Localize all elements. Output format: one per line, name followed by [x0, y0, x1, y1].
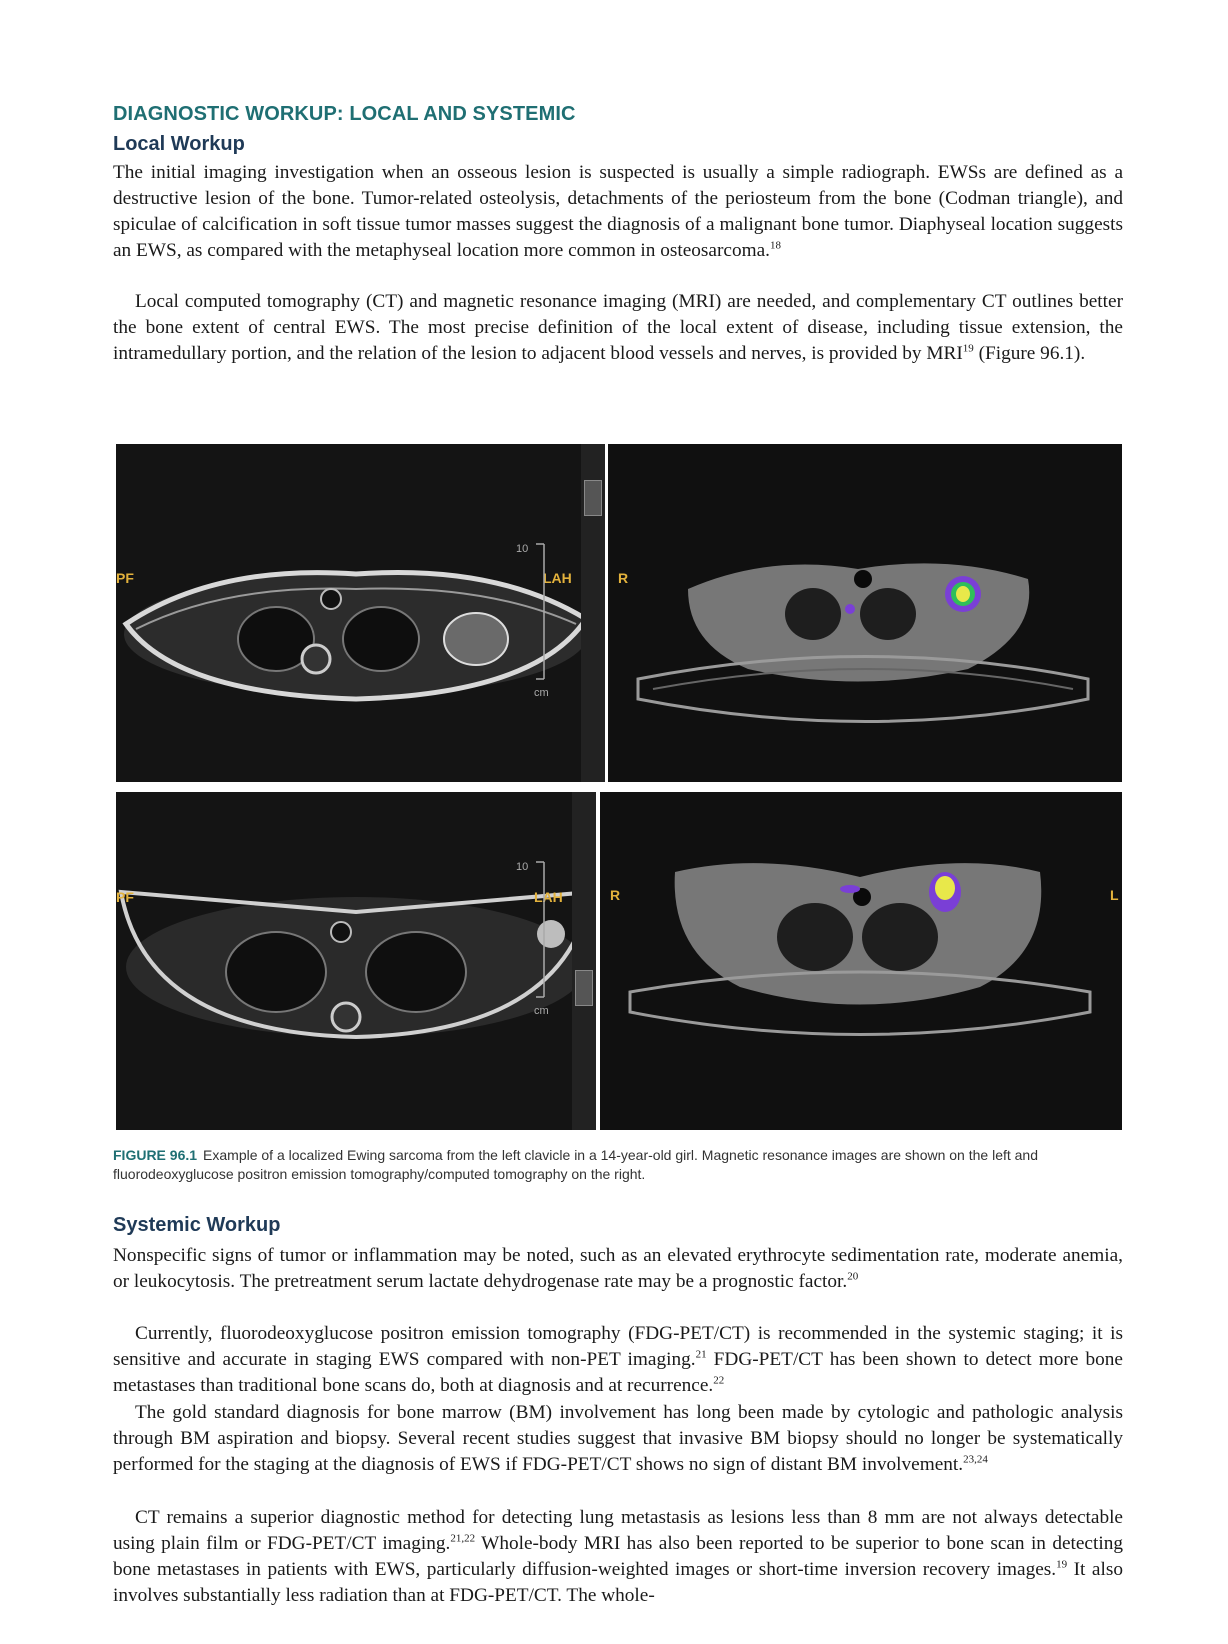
systemic-p1-text: Nonspecific signs of tumor or inflammation may be noted, such as an elevated erythrocyte sedimentation rate, moderate anemia, or leukocytosis. The pretreatment serum lactate dehydrogenase rate may be a prognostic factor.	[113, 1245, 1123, 1292]
ref-19b: 19	[1056, 1558, 1068, 1571]
systemic-paragraph-3	[113, 1400, 1123, 1478]
mri-label-pf-top: PF	[116, 570, 134, 586]
pet-label-r-bottom: R	[610, 887, 621, 903]
systemic-p4-text-b: Whole-body MRI has also been reported to be superior to bone scan in detecting bone metastases in patients with EWS, particularly diffusion-weighted images or short-time inversion recovery images.	[113, 1533, 1123, 1580]
ref-21-22: 21,22	[450, 1532, 476, 1545]
mri-panel-bottom	[116, 792, 596, 1130]
pet-label-l-bottom: L	[1110, 887, 1119, 903]
scale-value-top: 10	[516, 543, 529, 555]
mri-scrollbar-bottom[interactable]	[572, 792, 596, 1130]
systemic-p2-text-b: FDG-PET/CT has been shown to detect more bone metastases than traditional bone scans do, both at diagnosis and at recurrence.	[113, 1349, 1123, 1396]
systemic-p4-text-c: It also involves substantially less radiation than at FDG-PET/CT. The whole-	[113, 1559, 1123, 1606]
pet-label-r-top: R	[618, 570, 629, 586]
mri-panel-top	[116, 444, 605, 782]
scale-unit-top: cm	[534, 687, 549, 699]
mri-label-pf-bottom: PF	[116, 889, 134, 905]
petct-panel-bottom	[600, 792, 1122, 1130]
ref-23-24: 23,24	[963, 1453, 988, 1466]
systemic-paragraph-1	[113, 1243, 1123, 1295]
mri-scroll-thumb-bottom[interactable]	[575, 970, 593, 1006]
local-paragraph-2	[113, 289, 1123, 367]
systemic-paragraph-4	[113, 1505, 1123, 1609]
figure-caption	[113, 1146, 1123, 1184]
local-p1-text: The initial imaging investigation when an osseous lesion is suspected is usually a simple radiograph. EWSs are defined as a destructive lesion of the bone. Tumor-related osteolysis, detachments of the periosteum from the bone (Codman triangle), and spiculae of calcification in soft tissue tumor masses suggest the diagnosis of a malignant bone tumor. Diaphyseal location suggests an EWS, as compared with the metaphyseal location more common in osteosarcoma.	[113, 162, 1123, 261]
figure-caption-text: Example of a localized Ewing sarcoma from the left clavicle in a 14-year-old girl. Magnetic resonance images are shown on the left and fluorodeoxyglucose positron emission tomography/computed tomography on the right.	[113, 1147, 1039, 1182]
ref-19: 19	[962, 342, 974, 355]
petct-panel-top	[608, 444, 1122, 782]
mri-scrollbar-top[interactable]	[581, 444, 605, 782]
mri-label-lah-top: LAH	[543, 570, 572, 586]
systemic-workup-heading: Systemic Workup	[113, 1214, 281, 1236]
figure-96-1	[116, 444, 1122, 1130]
local-p2-text: Local computed tomography (CT) and magnetic resonance imaging (MRI) are needed, and complementary CT outlines better the bone extent of central EWS. The most precise definition of the local extent of disease, including tissue extension, the intramedullary portion, and the relation of the lesion to adjacent blood vessels and nerves, is provided by MRI	[113, 291, 1123, 364]
systemic-p4-text-a: CT remains a superior diagnostic method for detecting lung metastasis as lesions less than 8 mm are not always detectable using plain film or FDG-PET/CT imaging.	[113, 1507, 1123, 1554]
ref-18: 18	[769, 239, 781, 252]
systemic-p3-text: The gold standard diagnosis for bone marrow (BM) involvement has long been made by cytologic and pathologic analysis through BM aspiration and biopsy. Several recent studies suggest that invasive BM biopsy should no longer be systematically performed for the staging at the diagnosis of EWS if FDG-PET/CT shows no sign of distant BM involvement.	[113, 1402, 1123, 1475]
section-heading: DIAGNOSTIC WORKUP: LOCAL AND SYSTEMIC	[113, 103, 576, 125]
local-workup-heading: Local Workup	[113, 133, 245, 155]
systemic-p2-text-a: Currently, fluorodeoxyglucose positron emission tomography (FDG-PET/CT) is recommended in the systemic staging; it is sensitive and accurate in staging EWS compared with non-PET imaging.	[113, 1323, 1123, 1370]
scale-value-bottom: 10	[516, 861, 529, 873]
mri-scroll-thumb-top[interactable]	[584, 480, 602, 516]
local-paragraph-1	[113, 160, 1123, 264]
scale-unit-bottom: cm	[534, 1005, 549, 1017]
ref-20: 20	[847, 1270, 859, 1283]
figure-reference: (Figure 96.1).	[973, 343, 1086, 364]
ref-21: 21	[695, 1348, 707, 1361]
mri-label-lah-bottom: LAH	[534, 889, 563, 905]
systemic-paragraph-2	[113, 1321, 1123, 1399]
figure-label: FIGURE 96.1	[113, 1147, 198, 1163]
ref-22: 22	[713, 1374, 725, 1387]
